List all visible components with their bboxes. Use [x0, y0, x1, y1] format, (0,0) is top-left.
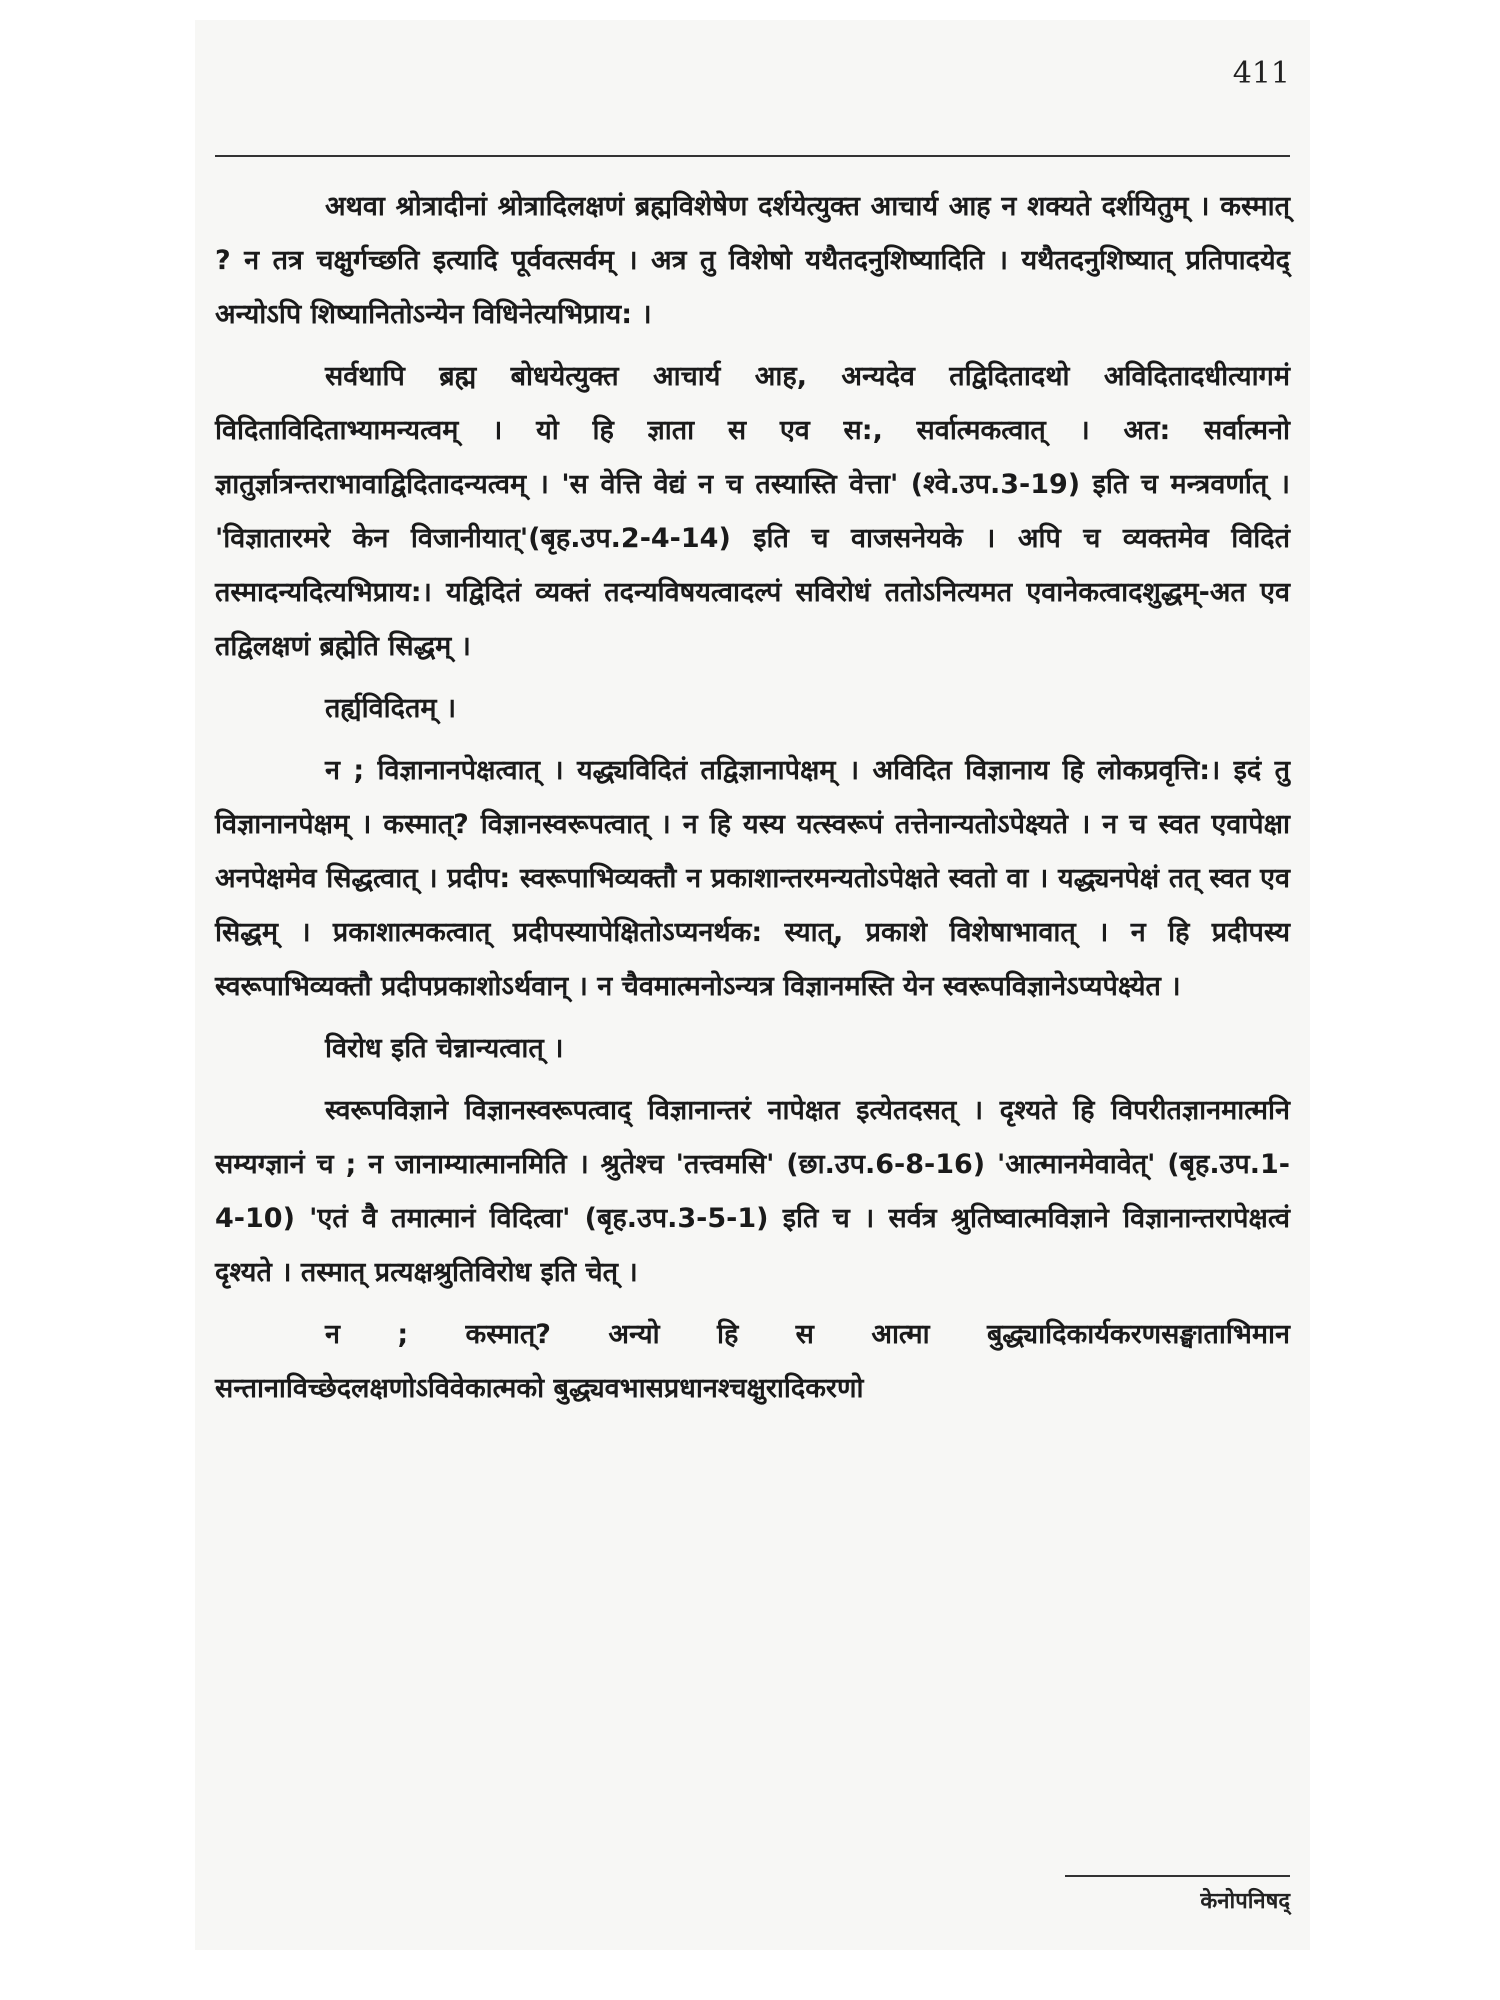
paragraph-1: अथवा श्रोत्रादीनां श्रोत्रादिलक्षणं ब्रह्मविशेषेण दर्शयेत्युक्त आचार्य आह न शक्यते दर्शयितुम् । कस्मात् ? न तत्र चक्षुर्गच्छति इत्यादि पूर्ववत्सर्वम् । अत्र तु विशेषो यथैतदनुशिष्यादिति । यथैतदनुशिष्यात् प्रतिपादयेद् अन्योऽपि शिष्यानितोऽन्येन विधिनेत्यभिप्राय: ।: [215, 191, 1290, 330]
page-body: [215, 180, 1290, 1424]
header-rule: [215, 155, 1290, 157]
book-page: [195, 20, 1310, 1950]
page-number: 411: [1232, 56, 1290, 91]
paragraph-4: न ; विज्ञानानपेक्षत्वात् । यद्ध्यविदितं तद्विज्ञानापेक्षम् । अविदित विज्ञानाय हि लोकप्रवृत्ति:। इदं तु विज्ञानानपेक्षम् । कस्मात्? विज्ञानस्वरूपत्वात् । न हि यस्य यत्स्वरूपं तत्तेनान्यतोऽपेक्ष्यते । न च स्वत एवापेक्षा अनपेक्षमेव सिद्धत्वात् । प्रदीप: स्वरूपाभिव्यक्तौ न प्रकाशान्तरमन्यतोऽपेक्षते स्वतो वा । यद्ध्यनपेक्षं तत् स्वत एव सिद्धम् । प्रकाशात्मकत्वात् प्रदीपस्यापेक्षितोऽप्यनर्थक: स्यात्, प्रकाशे विशेषाभावात् । न हि प्रदीपस्य स्वरूपाभिव्यक्तौ प्रदीपप्रकाशोऽर्थवान् । न चैवमात्मनोऽन्यत्र विज्ञानमस्ति येन स्वरूपविज्ञानेऽप्यपेक्ष्येत ।: [215, 755, 1290, 1002]
paragraph-2: सर्वथापि ब्रह्म बोधयेत्युक्त आचार्य आह, अन्यदेव तद्विदितादथो अविदितादधीत्यागमं विदिताविदिताभ्यामन्यत्वम् । यो हि ज्ञाता स एव स:, सर्वात्मकत्वात् । अत: सर्वात्मनो ज्ञातुर्ज्ञात्रन्तराभावाद्विदितादन्यत्वम् । 'स वेत्ति वेद्यं न च तस्यास्ति वेत्ता' (श्वे.उप.3-19) इति च मन्त्रवर्णात् । 'विज्ञातारमरे केन विजानीयात्'(बृह.उप.2-4-14) इति च वाजसनेयके । अपि च व्यक्तमेव विदितं तस्मादन्यदित्यभिप्राय:। यद्विदितं व्यक्तं तदन्यविषयत्वादल्पं सविरोधं ततोऽनित्यमत एवानेकत्वादशुद्धम्-अत एव तद्विलक्षणं ब्रह्मेति सिद्धम् ।: [215, 361, 1290, 662]
paragraph-6: स्वरूपविज्ञाने विज्ञानस्वरूपत्वाद् विज्ञानान्तरं नापेक्षत इत्येतदसत् । दृश्यते हि विपरीतज्ञानमात्मनि सम्यग्ज्ञानं च ; न जानाम्यात्मानमिति । श्रुतेश्च 'तत्त्वमसि' (छा.उप.6-8-16) 'आत्मानमेवावेत्' (बृह.उप.1-4-10) 'एतं वै तमात्मानं विदित्वा' (बृह.उप.3-5-1) इति च । सर्वत्र श्रुतिष्वात्मविज्ञाने विज्ञानान्तरापेक्षत्वं दृश्यते । तस्मात् प्रत्यक्षश्रुतिविरोध इति चेत् ।: [215, 1095, 1290, 1288]
footer-rule: [1065, 1875, 1290, 1877]
paragraph-3: तर्ह्यविदितम् ।: [325, 693, 457, 724]
paragraph-7: न ; कस्मात्? अन्यो हि स आत्मा बुद्ध्यादिकार्यकरणसङ्घाताभिमान सन्तानाविच्छेदलक्षणोऽविवेकात्मको बुद्ध्यवभासप्रधानश्चक्षुरादिकरणो: [215, 1319, 1290, 1404]
paragraph-5: विरोध इति चेन्नान्यत्वात् ।: [325, 1033, 564, 1064]
footer-book-title: केनोपनिषद्: [1200, 1889, 1290, 1914]
